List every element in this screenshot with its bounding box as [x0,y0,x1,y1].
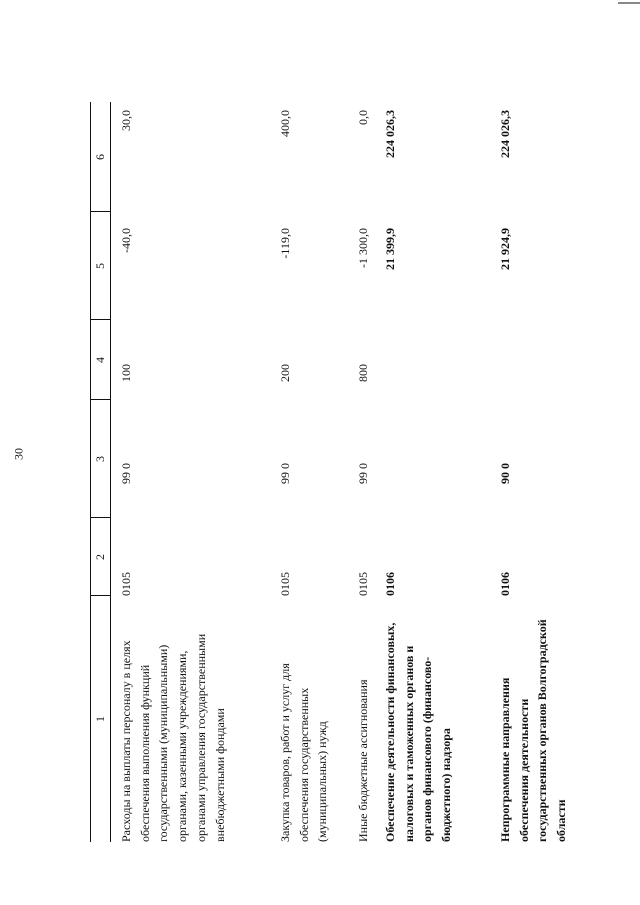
col-header-6: 6 [93,154,107,160]
row-2-change-amount: -119,0 [278,228,292,259]
col-header-4: 4 [93,357,107,363]
row-5-section-code: 0106 [498,572,512,596]
row-4-total-amount: 224 026,3 [383,110,397,158]
row-1-expense-type: 100 [119,364,133,382]
row-1-change-amount: -40,0 [119,228,133,253]
row-1-total-amount: 30,0 [119,110,133,131]
col-header-1: 1 [93,716,107,722]
row-3-section-code: 0105 [356,572,370,596]
row-4-name: Обеспечение деятельности финансовых, налоговых и таможенных органов и органов финансового (финансово-бюджетного) надзора [383,622,454,842]
header-bottom-border [110,102,111,842]
corner-mark [618,2,640,4]
col-header-5: 5 [93,263,107,269]
row-3-name: Иные бюджетные ассигнования [356,679,370,842]
row-3-total-amount: 0,0 [356,110,370,125]
col-header-3: 3 [93,456,107,462]
row-2-expense-type: 200 [278,364,292,382]
row-4-section-code: 0106 [383,572,397,596]
row-2-section-code: 0105 [278,572,292,596]
page-number: 30 [11,448,26,460]
row-1-target-code: 99 0 [119,463,133,484]
row-3-expense-type: 800 [356,364,370,382]
budget-table [90,88,630,848]
row-4-change-amount: 21 399,9 [383,228,397,270]
row-5-total-amount: 224 026,3 [498,110,512,158]
row-3-change-amount: -1 300,0 [356,228,370,268]
row-5-name: Непрограммные направления обеспечения деятельности государственных органов Волгоградской области [498,619,569,842]
row-1-name: Расходы на выплаты персоналу в целях обеспечения выполнения функций государственными (муниципальными) органами, казенными учреждениями, органами управления государственными внебюджетными фондами [119,633,227,842]
row-1-section-code: 0105 [119,572,133,596]
row-2-name: Закупка товаров, работ и услуг для обеспечения государственных (муниципальных) нужд [278,663,330,842]
row-5-change-amount: 21 924,9 [498,228,512,270]
row-3-target-code: 99 0 [356,463,370,484]
row-2-target-code: 99 0 [278,463,292,484]
row-5-target-code: 90 0 [498,463,512,484]
col-header-2: 2 [93,554,107,560]
row-2-total-amount: 400,0 [278,110,292,137]
